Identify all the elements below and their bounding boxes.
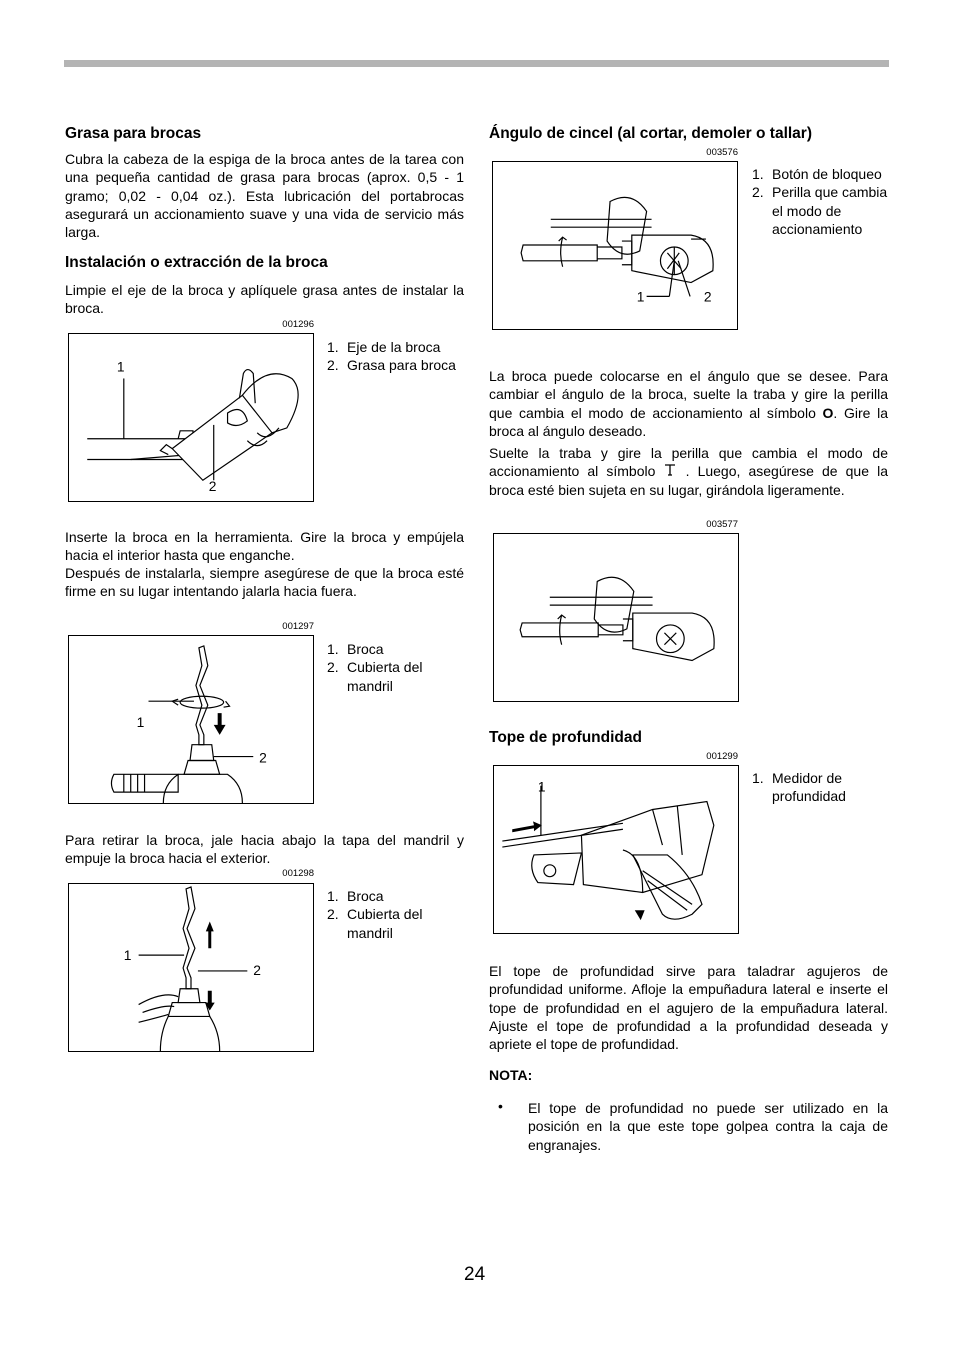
figure-code: 001297: [282, 621, 314, 632]
figure-legend: [327, 887, 462, 942]
figure-code: 001299: [706, 751, 738, 762]
callout-1: 1: [636, 288, 645, 305]
legend-item: 1. Broca: [327, 888, 384, 904]
figure-legend: [327, 640, 462, 695]
header-rule: [64, 60, 889, 67]
figure-code: 001296: [282, 319, 314, 330]
figure-legend: [327, 338, 462, 375]
note-label: NOTA:: [489, 1067, 533, 1083]
paragraph-insert: Inserte la broca en la herramienta. Gire la broca y empújela hacia el interior hasta que enganche.: [65, 529, 464, 564]
figure-grease-bit: [68, 333, 314, 502]
legend-item: 1. Medidor de profundidad: [752, 770, 846, 805]
legend-item: 1. Eje de la broca: [327, 339, 441, 355]
callout-2: 2: [253, 961, 261, 978]
figure-code: 003576: [706, 147, 738, 158]
legend-item: 1. Broca: [327, 641, 384, 657]
heading-tope: Tope de profundidad: [489, 729, 642, 746]
callout-2: 2: [208, 478, 217, 495]
paragraph-grasa: Cubra la cabeza de la espiga de la broca antes de la tarea con una pequeña cantidad de grasa para brocas (aprox. 0,5 - 1 gramo; 0,02 - 0,04 oz.). Esta lubricación del portabrocas asegurará un accionamiento suave y una vida de servicio más larga.: [65, 151, 464, 241]
legend-item: 2. Cubierta del mandril: [327, 659, 423, 694]
legend-item: 2. Grasa para broca: [327, 357, 456, 374]
figure-remove-bit: [68, 883, 314, 1052]
paragraph-angle-1: La broca puede colocarse en el ángulo que se desee. Para cambiar el ángulo de la broca, suelte la traba y gire la perilla que cambia el modo de accionamiento al símbolo O. Gire la broca al ángulo deseado.: [489, 368, 888, 439]
paragraph-angle-2: Suelte la traba y gire la perilla que cambia el modo de accionamiento al símbolo . Luego, asegúrese de que la broca esté bien sujeta en su lugar, girándola ligeramente.: [489, 445, 888, 498]
figure-legend: [752, 165, 888, 238]
heading-grasa: Grasa para brocas: [65, 125, 202, 142]
callout-1: 1: [123, 947, 132, 964]
callout-2: 2: [703, 288, 712, 305]
callout-1: 1: [537, 778, 546, 795]
grease-bit-illustration: [69, 334, 313, 501]
legend-item: 2. Perilla que cambia el modo de accionamiento: [752, 184, 888, 237]
figure-depth-gauge: [493, 765, 739, 934]
figure-code: 003577: [706, 519, 738, 530]
note-bullet: •: [498, 1098, 503, 1114]
callout-1: 1: [116, 358, 125, 375]
remove-bit-illustration: [69, 884, 313, 1051]
insert-bit-illustration: [69, 636, 313, 803]
chisel-angle-illustration: [493, 162, 737, 329]
chisel-mode-icon: [663, 463, 677, 477]
figure-chisel-lock: [493, 533, 739, 702]
figure-insert-bit: [68, 635, 314, 804]
figure-legend: [752, 769, 888, 806]
figure-chisel-angle: [492, 161, 738, 330]
paragraph-after-install: Después de instalarla, siempre asegúrese de que la broca esté firme en su lugar intentando jalarla hacia fuera.: [65, 565, 464, 600]
legend-item: 1. Botón de bloqueo: [752, 166, 882, 182]
figure-code: 001298: [282, 868, 314, 879]
paragraph-tope: El tope de profundidad sirve para taladrar agujeros de profundidad uniforme. Afloje la empuñadura lateral e inserte el tope de profundidad en el agujero de la empuñadura lateral. Ajuste el tope de profundidad a la profundidad deseada y apriete el tope de profundidad.: [489, 963, 888, 1053]
note-text: El tope de profundidad no puede ser utilizado en la posición en la que este tope golpea contra la caja de engranajes.: [528, 1100, 888, 1153]
page-number: 24: [464, 1264, 486, 1285]
callout-1: 1: [136, 713, 145, 730]
legend-item: 2. Cubierta del mandril: [327, 906, 423, 941]
paragraph-instalacion: Limpie el eje de la broca y aplíquele grasa antes de instalar la broca.: [65, 282, 464, 317]
callout-2: 2: [259, 749, 267, 766]
chisel-lock-illustration: [494, 534, 738, 701]
paragraph-remove: Para retirar la broca, jale hacia abajo la tapa del mandril y empuje la broca hacia el exterior.: [65, 832, 464, 867]
depth-gauge-illustration: [494, 766, 738, 933]
heading-instalacion: Instalación o extracción de la broca: [65, 254, 328, 271]
heading-angulo: Ángulo de cincel (al cortar, demoler o tallar): [489, 125, 812, 142]
